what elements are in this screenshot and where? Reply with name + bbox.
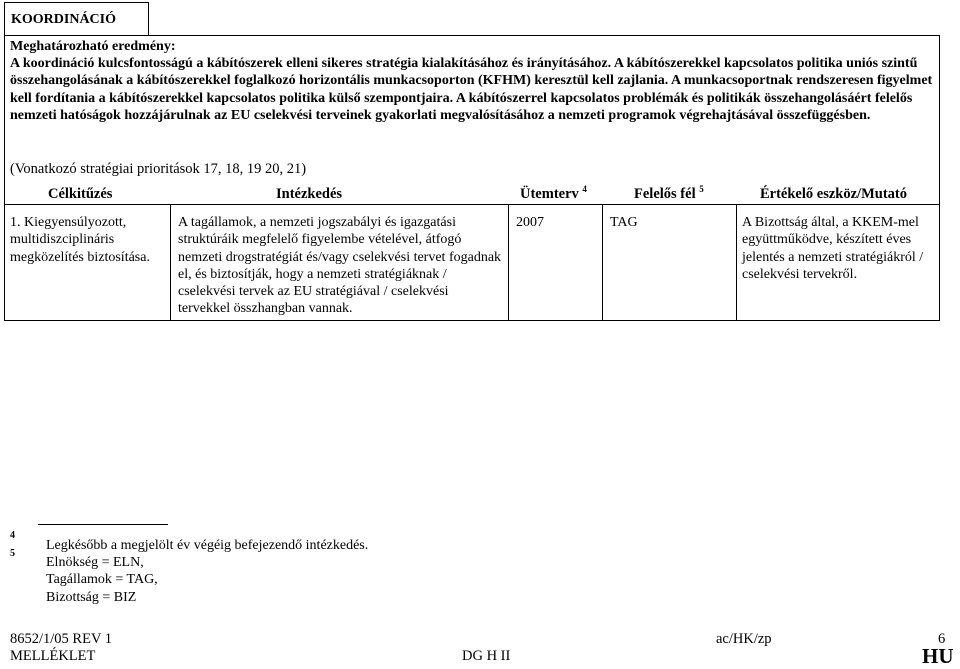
column-divider <box>602 204 603 321</box>
footer-initials: ac/HK/zp <box>716 631 772 647</box>
column-divider <box>736 204 737 321</box>
cell-timetable: 2007 <box>516 215 544 230</box>
header-action: Intézkedés <box>276 186 343 202</box>
footnote-5-line2: Tagállamok = TAG, <box>46 572 158 587</box>
footer-language: HU <box>922 644 954 668</box>
footer-dg: DG H II <box>462 648 511 664</box>
footnote-ref-4: 4 <box>582 184 587 195</box>
footer-doc-ref: 8652/1/05 REV 1 <box>10 631 113 647</box>
column-divider <box>508 204 509 321</box>
cell-action: A tagállamok, a nemzeti jogszabályi és igazgatási struktúráik megfelelő figyelembe vételével, átfogó nemzeti drogstratégiát és/vagy cselekvési tervet fogadnak el, és biztosítják, hogy a nemzeti stratégiáknak / cselekvési tervek az EU stratégiával / cselekvési tervekkel összhangban vannak. <box>178 215 502 317</box>
header-timetable <box>520 186 587 203</box>
section-tag: KOORDINÁCIÓ <box>4 2 149 36</box>
cell-responsible: TAG <box>610 215 638 230</box>
header-responsible-label: Felelős fél <box>634 186 696 202</box>
table-row-divider <box>4 204 940 205</box>
footnote-mark-5: 5 <box>10 548 15 559</box>
expected-result-text: A koordináció kulcsfontosságú a kábítószerek elleni sikeres stratégia kialakításához és irányításához. A kábítószerekkel kapcsolatos politika uniós szintű összehangolásának a kábítószerekkel foglalkozó horizontális munkacsoporton (KFHM) keresztül kell zajlania. A munkacsoportnak rendszeresen figyelmet kell fordítania a kábítószerekkel kapcsolatos politika külső szempontjaira. A kábítószerrel kapcsolatos problémák és politikák összehangolásáért felelős nemzeti hatóságok hozzájárulnak az EU cselekvési terveinek gyakorlati megvalósításához a nemzeti programok végrehajtásával összefüggésben. <box>10 56 933 123</box>
footnote-mark-4: 4 <box>10 530 15 541</box>
footer-annex: MELLÉKLET <box>10 648 96 664</box>
footnote-5-line1: Elnökség = ELN, <box>46 555 144 570</box>
header-responsible <box>634 186 704 203</box>
footer-page-number: 6 <box>938 631 946 647</box>
header-timetable-label: Ütemterv <box>520 186 579 202</box>
column-divider <box>170 204 171 321</box>
footnote-ref-5: 5 <box>699 184 704 195</box>
footnote-5-line3: Bizottság = BIZ <box>46 590 137 605</box>
cell-objective: 1. Kiegyensúlyozott, multidiszciplináris megközelítés biztosítása. <box>10 215 150 265</box>
footnote-separator <box>38 524 168 525</box>
cell-indicator: A Bizottság által, a KKEM-mel együttműködve, készített éves jelentés a nemzeti stratégiákról / cselekvési tervekről. <box>742 215 924 282</box>
header-indicator: Értékelő eszköz/Mutató <box>760 186 907 202</box>
header-objective: Célkitűzés <box>48 186 113 202</box>
strategic-priorities: (Vonatkozó stratégiai prioritások 17, 18, 19 20, 21) <box>10 161 307 177</box>
footnote-4-text: Legkésőbb a megjelölt év végéig befejezendő intézkedés. <box>46 538 369 553</box>
expected-result-heading: Meghatározható eredmény: <box>10 39 176 54</box>
